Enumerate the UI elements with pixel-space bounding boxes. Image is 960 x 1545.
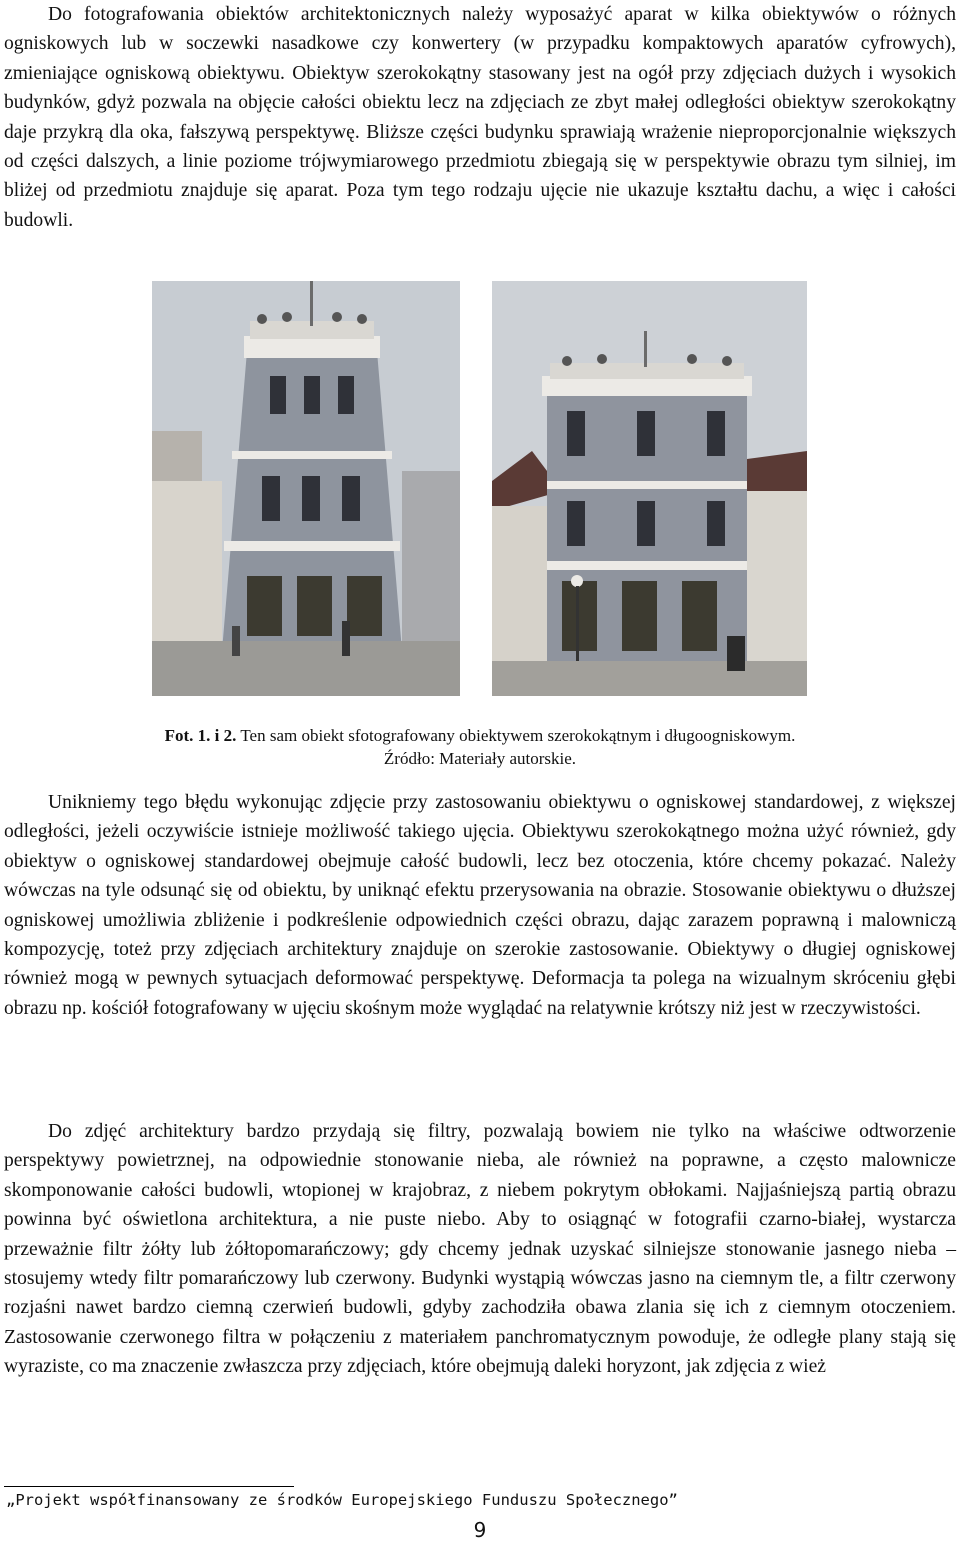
- footer-funding-note: „Projekt współfinansowany ze środków Europejskiego Funduszu Społecznego”: [6, 1491, 678, 1509]
- figure-caption-text: Ten sam obiekt sfotografowany obiektywem szerokokątnym i długoogniskowym.: [240, 726, 796, 745]
- building-photo-long-focus: [492, 281, 807, 696]
- footer-divider: [4, 1486, 294, 1487]
- photo-wide-angle: [152, 281, 460, 696]
- figure-caption-label: Fot. 1. i 2.: [164, 726, 237, 745]
- paragraph-standard-lens: Unikniemy tego błędu wykonując zdjęcie przy zastosowaniu obiektywu o ogniskowej standardowej, z większej odległości, jeżeli oczywiście istnieje możliwość takiego ujęcia. Obiektywu szerokokątnego można użyć również, gdy obiektyw o ogniskowej standardowej obejmuje całość budowli, lecz bez otoczenia, które chcemy pokazać. Należy wówczas na tyle odsunąć się od obiektu, by uniknąć efektu przerysowania na obrazie. Stosowanie obiektywu o dłuższej ogniskowej umożliwia zbliżenie i podkreślenie odpowiednich części obrazu, dając zarazem poprawną i malowniczą kompozycję, toteż przy zdjęciach architektury znajduje on szerokie zastosowanie. Obiektywy o długiej ogniskowej również mogą w pewnych sytuacjach deformować perspektywę. Deformacja ta polega na wizualnym skróceniu głębi obrazu np. kościół fotografowany w ujęciu skośnym może wyglądać na relatywnie krótszy niż jest w rzeczywistości.: [4, 792, 956, 1019]
- page-number: 9: [473, 1518, 487, 1542]
- figure-caption: [0, 725, 960, 747]
- figure-source: Źródło: Materiały autorskie.: [383, 749, 577, 768]
- paragraph-filters: Do zdjęć architektury bardzo przydają się filtry, pozwalają bowiem nie tylko na właściwe odtworzenie perspektywy powietrznej, na odpowiednie stonowanie nieba, ale również na poprawne, a często malownicze skomponowanie całości budowli, wtopionej w krajobraz, z niebem pokrytym obłokami. Najjaśniejszą partią obrazu powinna być oświetlona architektura, a nie puste niebo. Aby to osiągnąć w fotografii czarno-białej, wystarcza przeważnie filtr żółty lub żółtopomarańczowy; gdy chcemy jednak uzyskać silniejsze stonowanie jasnego nieba – stosujemy wtedy filtr pomarańczowy lub czerwony. Budynki wystąpią wówczas jasno na ciemnym tle, a filtr czerwony rozjaśni nawet bardzo ciemną czerwień budowli, gdyby zachodziła obawa zlania się ich z ciemnym otoczeniem. Zastosowanie czerwonego filtra w połączeniu z materiałem panchromatycznym powoduje, że odległe plany stają się wyraziste, co ma znaczenie zwłaszcza przy zdjęciach, które obejmują daleki horyzont, jak zdjęcia z wież: [4, 1121, 956, 1378]
- photo-long-focus: [492, 281, 807, 696]
- paragraph-wide-angle: Do fotografowania obiektów architektonicznych należy wyposażyć aparat w kilka obiektywów o różnych ogniskowych lub w soczewki nasadkowe czy konwertery (w przypadku kompaktowych aparatów cyfrowych), zmieniające ogniskową obiektywu. Obiektyw szerokokątny stasowany jest na ogół przy zdjęciach dużych i wysokich budynków, gdyż pozwala na objęcie całości obiektu lecz na zdjęciach ze zbyt małej odległości obiektyw szerokokątny daje przykrą dla oka, fałszywą perspektywę. Bliższe części budynku sprawiają wrażenie nieproporcjonalnie większych od części dalszych, a linie poziome trójwymiarowego przedmiotu zbiegają się w perspektywie obrazu tym silniej, im bliżej od przedmiotu znajduje się aparat. Poza tym tego rodzaju ujęcie nie ukazuje kształtu dachu, a więc i całości budowli.: [4, 4, 956, 231]
- building-photo-wide-angle: [152, 281, 460, 696]
